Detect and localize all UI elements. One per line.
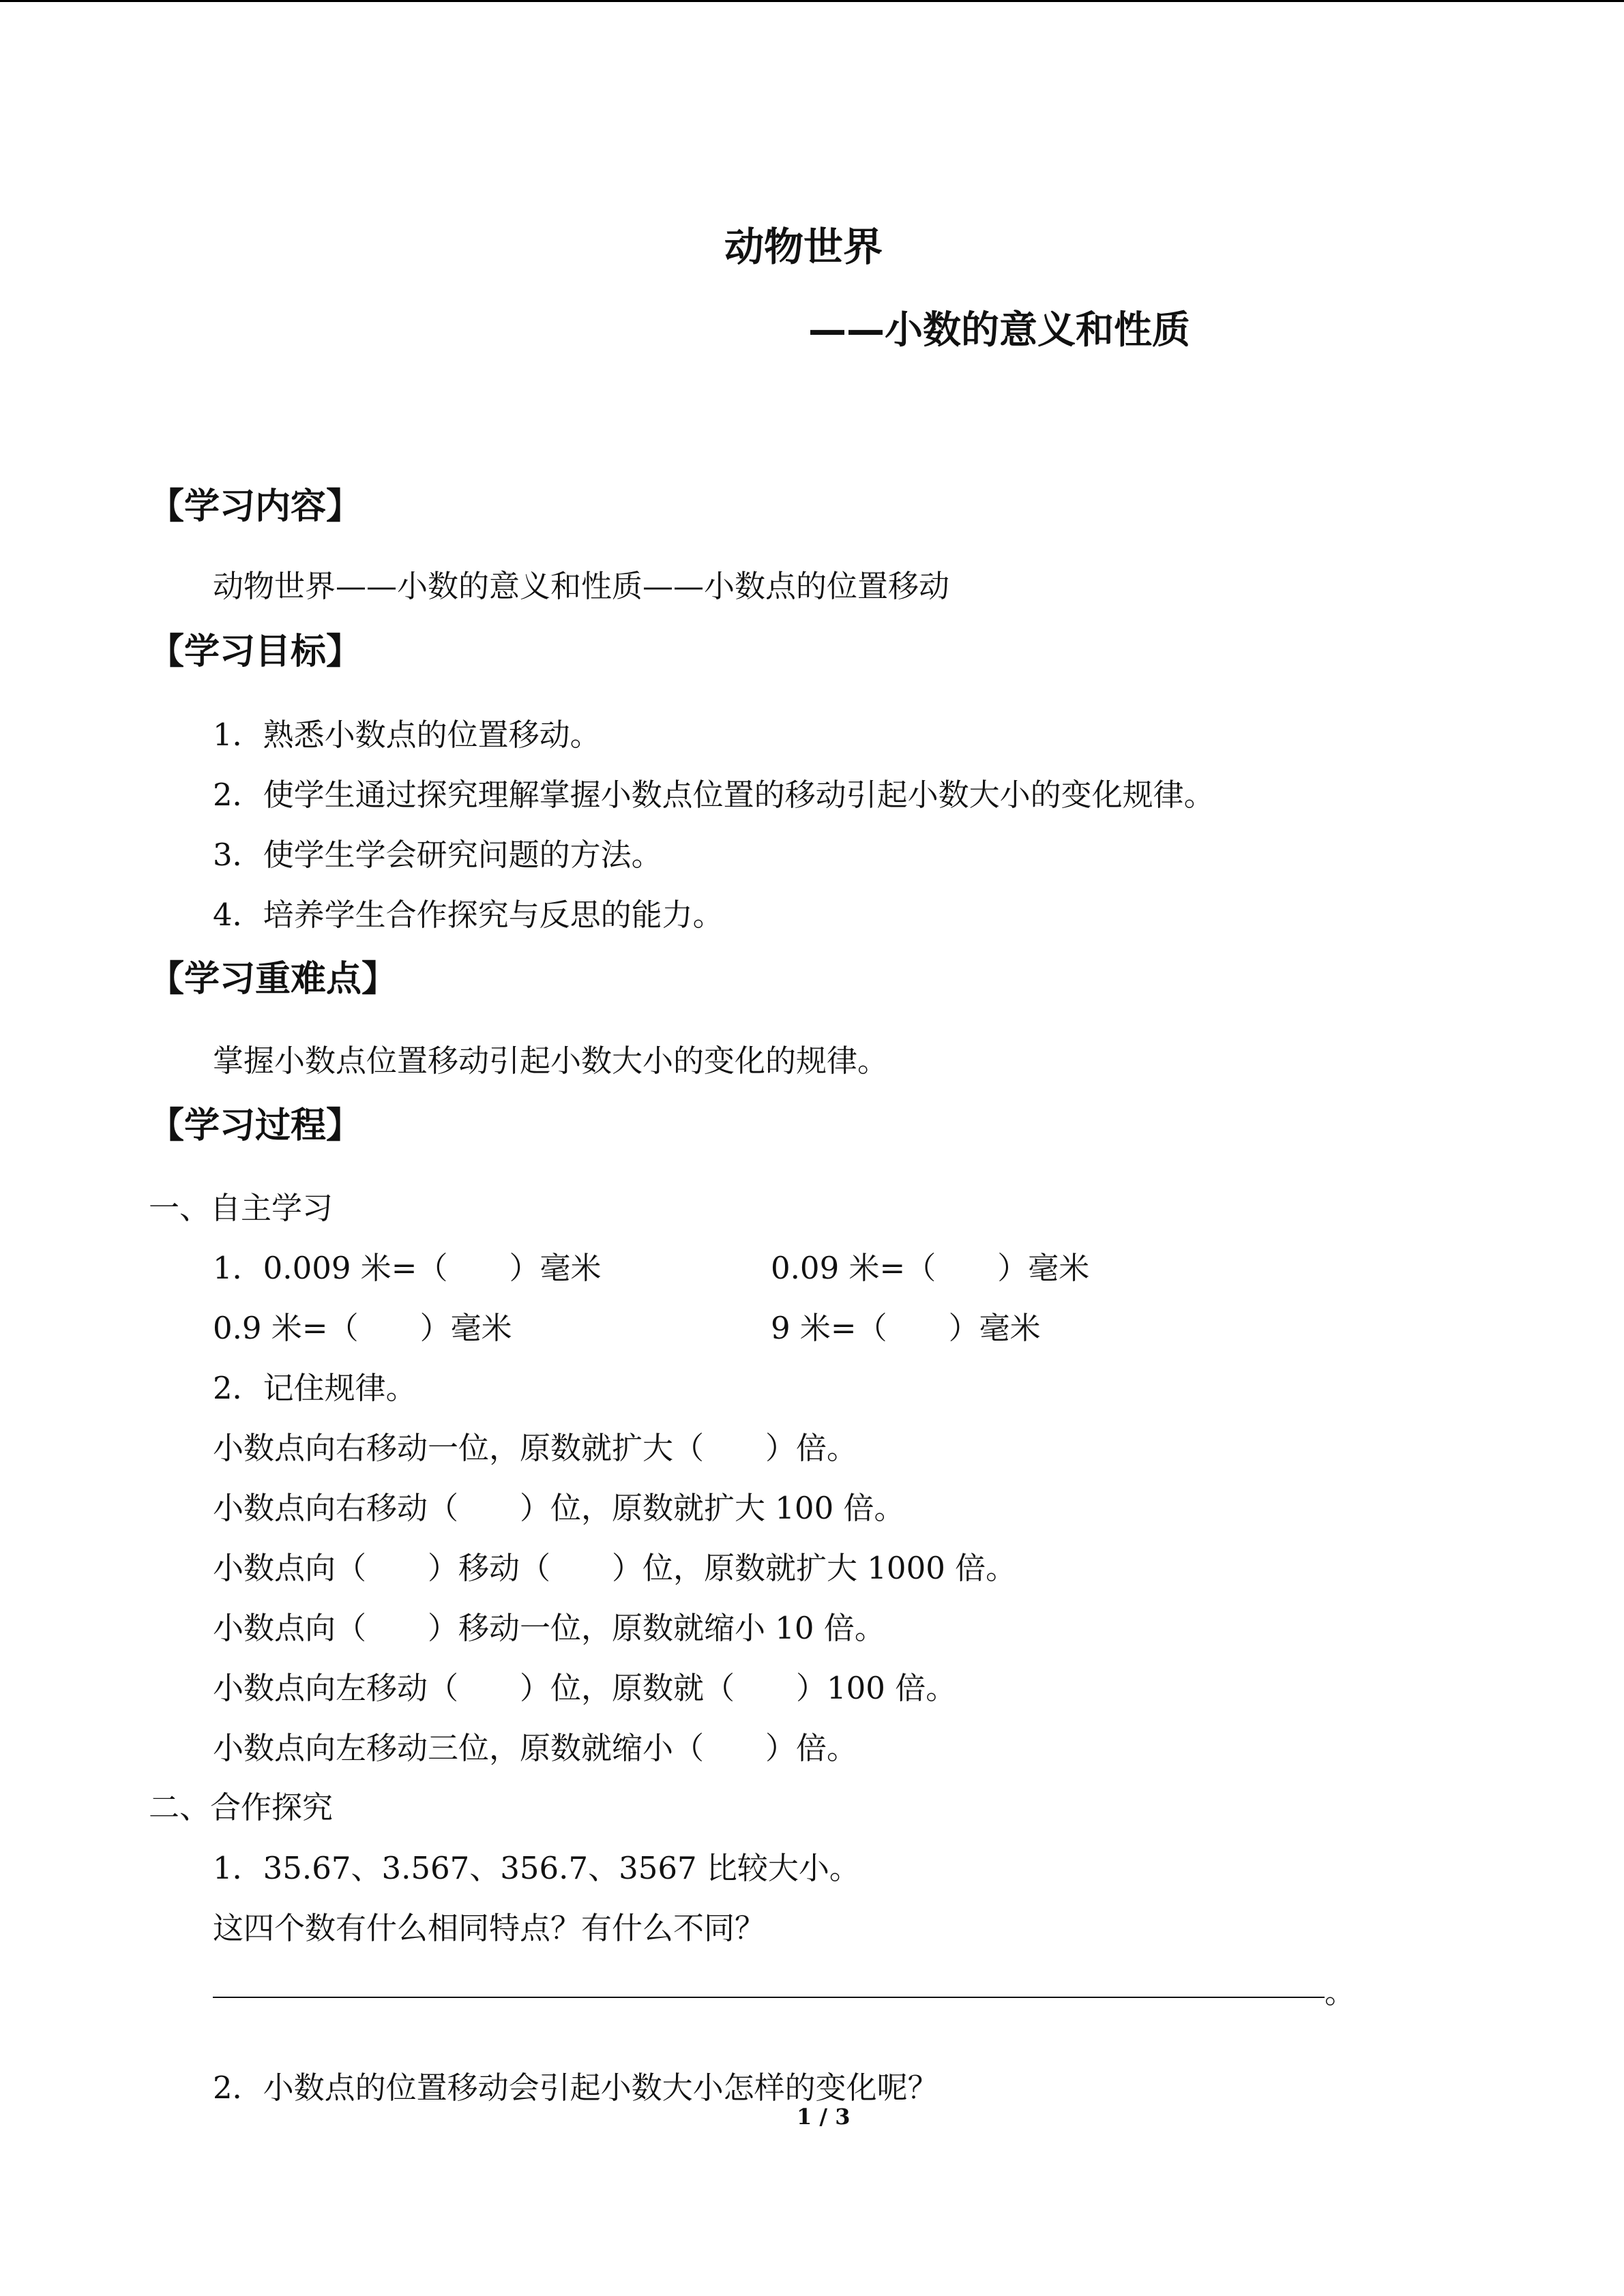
rule-4: 小数点向（ ）移动一位，原数就缩小 10 倍。: [213, 1610, 885, 1646]
rule-6: 小数点向左移动三位，原数就缩小（ ）倍。: [213, 1730, 858, 1766]
goal-item-2: 2．使学生通过探究理解掌握小数点位置的移动引起小数大小的变化规律。: [213, 777, 1215, 813]
part2-q1-prompt: 这四个数有什么相同特点？有什么不同？: [213, 1910, 766, 1946]
part2-q1: 1．35.67、3.567、356.7、3567 比较大小。: [213, 1850, 860, 1886]
page-subtitle: ——小数的意义和性质: [808, 308, 1190, 353]
heading-learning-goals: 【学习目标】: [149, 631, 362, 672]
heading-key-points: 【学习重难点】: [149, 959, 398, 1000]
q2-remember-rules: 2．记住规律。: [213, 1370, 417, 1406]
key-points-text: 掌握小数点位置移动引起小数大小的变化的规律。: [213, 1043, 889, 1079]
q1-a: 1．0.009 米=（ ）毫米: [213, 1250, 602, 1286]
heading-learning-process: 【学习过程】: [149, 1105, 362, 1146]
rule-2: 小数点向右移动（ ）位，原数就扩大 100 倍。: [213, 1490, 905, 1526]
q1-b: 0.09 米=（ ）毫米: [771, 1250, 1090, 1286]
rule-1: 小数点向右移动一位，原数就扩大（ ）倍。: [213, 1430, 858, 1466]
part2-title: 二、合作探究: [149, 1789, 334, 1825]
part2-q2: 2．小数点的位置移动会引起小数大小怎样的变化呢？: [213, 2070, 939, 2106]
top-border-line: [0, 0, 1624, 2]
goal-item-4: 4．培养学生合作探究与反思的能力。: [213, 897, 724, 933]
goal-item-3: 3．使学生学会研究问题的方法。: [213, 837, 662, 873]
q1-d: 9 米=（ ）毫米: [771, 1310, 1041, 1346]
answer-blank-line[interactable]: [213, 1997, 1325, 1998]
rule-3: 小数点向（ ）移动（ ）位，原数就扩大 1000 倍。: [213, 1550, 1017, 1586]
q1-c: 0.9 米=（ ）毫米: [213, 1310, 512, 1346]
page-title: 动物世界: [724, 224, 883, 270]
goal-item-1: 1．熟悉小数点的位置移动。: [213, 717, 601, 753]
rule-5: 小数点向左移动（ ）位，原数就（ ）100 倍。: [213, 1670, 957, 1706]
answer-line-end-mark: 。: [1325, 1974, 1356, 2010]
learning-content-text: 动物世界——小数的意义和性质——小数点的位置移动: [213, 568, 950, 604]
heading-learning-content: 【学习内容】: [149, 486, 362, 527]
page-number: 1 / 3: [797, 2104, 851, 2130]
part1-title: 一、自主学习: [149, 1190, 334, 1226]
